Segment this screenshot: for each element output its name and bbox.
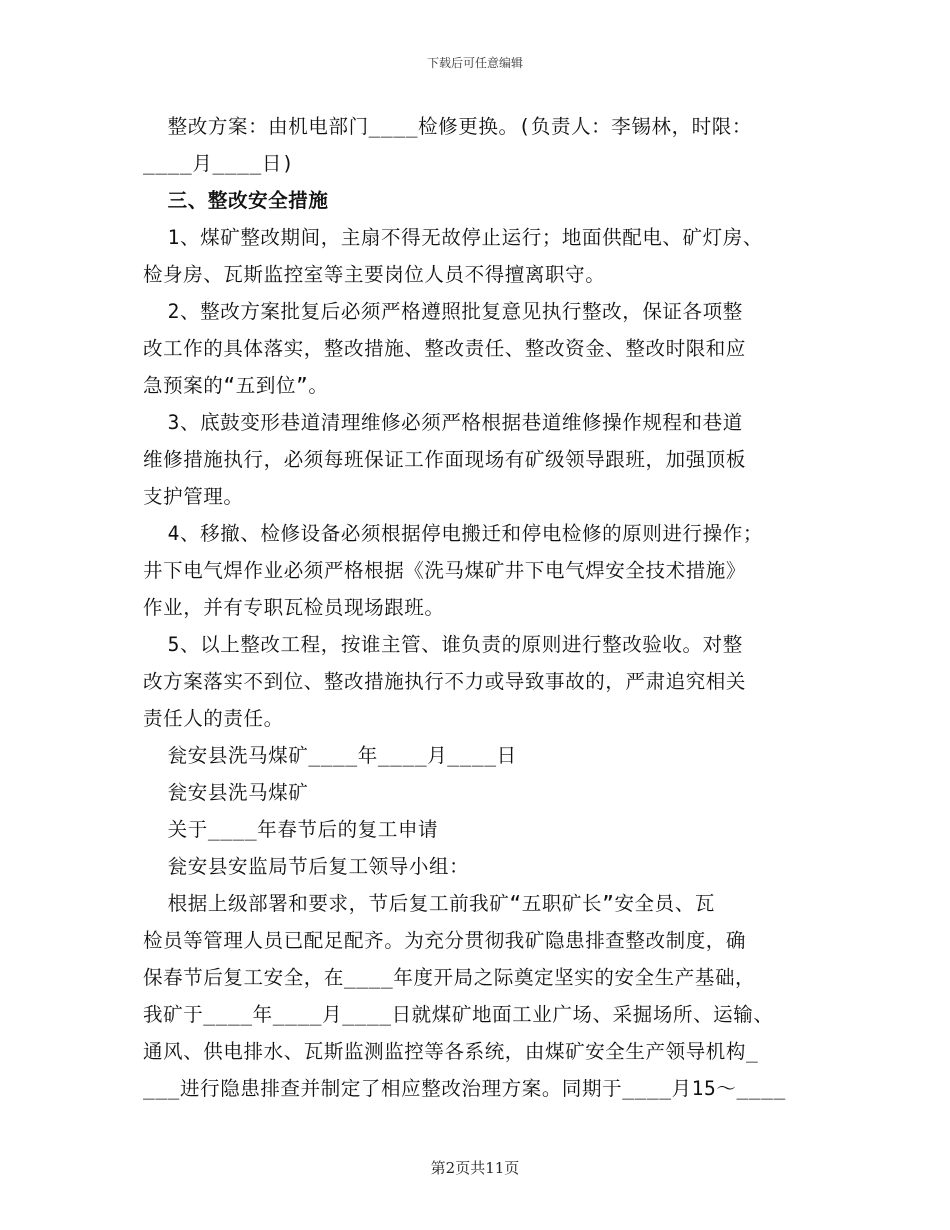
- text-line: 作业，并有专职瓦检员现场跟班。: [143, 596, 445, 619]
- text-line: ___进行隐患排查并制定了相应整改治理方案。同期于____月15～____: [143, 1077, 786, 1100]
- text-line: 瓮安县洗马煤矿____年____月____日: [143, 744, 517, 767]
- text-line: 整改方案：由机电部门____检修更换。(负责人：李锡林，时限：: [143, 115, 752, 138]
- text-line: 3、底鼓变形巷道清理维修必须严格根据巷道维修操作规程和巷道: [143, 411, 743, 434]
- text-line: 井下电气焊作业必须严格根据《洗马煤矿井下电气焊安全技术措施》: [143, 559, 747, 582]
- text-line: 瓮安县洗马煤矿: [143, 781, 309, 804]
- text-line: 根据上级部署和要求，节后复工前我矿“五职矿长”安全员、瓦: [143, 892, 715, 915]
- text-line: 瓮安县安监局节后复工领导小组：: [143, 855, 470, 878]
- text-line: 支护管理。: [143, 485, 244, 508]
- text-line: 通风、供电排水、瓦斯监测监控等各系统，由煤矿安全生产领导机构_: [143, 1040, 759, 1063]
- text-line: 急预案的“五到位”。: [143, 374, 329, 397]
- text-line: 责任人的责任。: [143, 707, 284, 730]
- text-line: 维修措施执行，必须每班保证工作面现场有矿级领导跟班，加强顶板: [143, 448, 747, 471]
- text-line: 关于____年春节后的复工申请: [143, 818, 439, 841]
- text-line: 检员等管理人员已配足配齐。为充分贯彻我矿隐患排查整改制度，确: [143, 929, 747, 952]
- section-heading: 三、整改安全措施: [143, 189, 329, 212]
- text-line: 改方案落实不到位、整改措施执行不力或导致事故的，严肃追究相关: [143, 670, 747, 693]
- text-line: 改工作的具体落实，整改措施、整改责任、整改资金、整改时限和应: [143, 337, 747, 360]
- text-line: 1、煤矿整改期间，主扇不得无故停止运行；地面供配电、矿灯房、: [143, 226, 763, 249]
- text-line: 4、移撤、检修设备必须根据停电搬迁和停电检修的原则进行操作；: [143, 522, 763, 545]
- document-body: [143, 108, 823, 1107]
- text-line: 2、整改方案批复后必须严格遵照批复意见执行整改，保证各项整: [143, 300, 743, 323]
- text-line: 5、以上整改工程，按谁主管、谁负责的原则进行整改验收。对整: [143, 633, 743, 656]
- text-line: ____月____日): [143, 152, 295, 175]
- text-line: 检身房、瓦斯监控室等主要岗位人员不得擅离职守。: [143, 263, 606, 286]
- page-number: 第2页共11页: [430, 1159, 520, 1177]
- text-line: 保春节后复工安全，在____年度开局之际奠定坚实的安全生产基础，: [143, 966, 756, 989]
- text-line: 我矿于____年____月____日就煤矿地面工业广场、采掘场所、运输、: [143, 1003, 774, 1026]
- page-header-note: 下载后可任意编辑: [426, 56, 523, 70]
